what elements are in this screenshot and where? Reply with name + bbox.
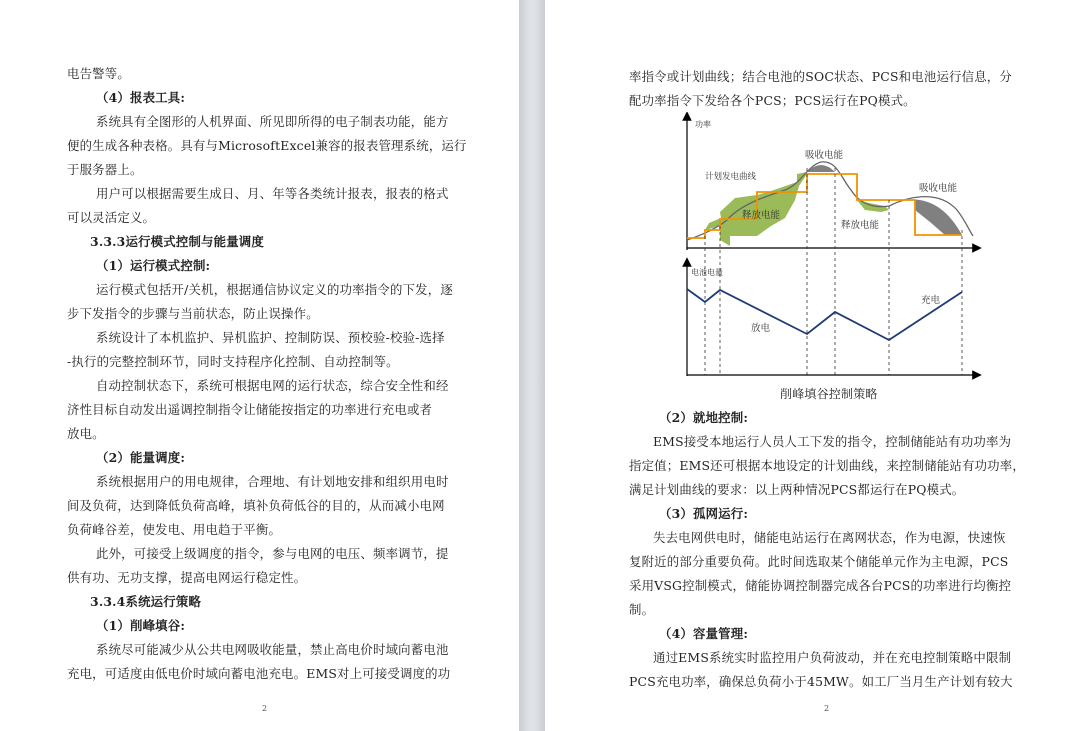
left-heading-mode-control: （1）运行模式控制: [96,258,211,273]
left-line-13: -执行的完整控制环节，同时支持程序化控制、自动控制等。 [67,354,399,369]
left-line-11: 步下发指令的步骤与当前状态，防止误操作。 [67,306,319,321]
left-line-25: 系统尽可能减少从公共电网吸收能量，禁止高电价时域向蓄电池 [96,642,449,657]
top-y-axis-label: 功率 [695,120,711,129]
right-page [545,0,1080,731]
left-line-16: 放电。 [67,426,105,441]
left-line-21: 此外，可接受上级调度的指令，参与电网的电压、频率调节，提 [96,546,449,561]
left-line-1: 电告警等。 [67,66,130,81]
left-heading-peak-shaving: （1）削峰填谷: [96,618,186,633]
right-line-1: 率指令或计划曲线；结合电池的SOC状态、PCS和电池运行信息，分 [629,69,1012,84]
right-heading-capacity: （4）容量管理: [659,626,749,641]
bottom-y-axis-label: 电池电量 [691,268,723,277]
right-page-number: 2 [824,704,830,713]
left-line-20: 负荷峰谷差，使发电、用电趋于平衡。 [67,522,282,537]
left-heading-report-tools: （4）报表工具: [96,90,186,105]
release-label-1: 释放电能 [742,210,781,221]
plan-curve-label: 计划发电曲线 [705,172,757,182]
left-line-4: 便的生成各种表格。具有与MicrosoftExcel兼容的报表管理系统，运行 [67,138,467,153]
charge-label: 充电 [921,295,941,306]
discharge-label: 放电 [751,323,771,334]
right-line-b2: EMS接受本地运行人员人工下发的指令，控制储能站有功功率为 [653,434,1012,449]
left-line-15: 济性目标自动发出遥调控制指令让储能按指定的功率进行充电或者 [67,402,433,417]
absorb-label-1: 吸收电能 [805,150,844,161]
left-line-22: 供有功、无功支撑，提高电网运行稳定性。 [67,570,307,585]
right-line-b8: 采用VSG控制模式，储能协调控制器完成各台PCS的功率进行均衡控 [629,578,1012,593]
right-line-b12: PCS充电功率，确保总负荷小于45MW。如工厂当月生产计划有较大 [629,674,1013,689]
absorb-label-2: 吸收电能 [919,183,958,194]
right-line-b11: 通过EMS系统实时监控用户负荷波动，并在充电控制策略中限制 [653,650,1012,665]
right-heading-local-control: （2）就地控制: [659,410,749,425]
left-line-18: 系统根据用户的用电规律，合理地、有计划地安排和组织用电时 [96,474,449,489]
figure-caption: 削峰填谷控制策略 [780,387,878,401]
left-line-19: 间及负荷，达到降低负荷高峰，填补负荷低谷的目的，从而减小电网 [67,498,445,513]
left-section-3-3-3: 3.3.3运行模式控制与能量调度 [90,234,264,249]
left-line-5: 于服务器上。 [67,162,143,177]
right-heading-island: （3）孤网运行: [659,506,749,521]
left-heading-energy-dispatch: （2）能量调度: [96,450,186,465]
right-line-2: 配功率指令下发给各个PCS；PCS运行在PQ模式。 [629,93,916,108]
left-page [0,0,519,731]
left-line-6: 用户可以根据需要生成日、月、年等各类统计报表，报表的格式 [96,186,449,201]
left-line-14: 自动控制状态下，系统可根据电网的运行状态，综合安全性和经 [96,378,449,393]
release-label-2: 释放电能 [841,220,880,231]
right-line-b7: 复附近的部分重要负荷。此时间选取某个储能单元作为主电源，PCS [629,554,1009,569]
left-page-number: 2 [262,704,268,713]
peak-shaving-diagram [675,112,995,384]
page-gutter [519,0,545,731]
right-line-b9: 制。 [629,602,655,617]
left-line-12: 系统设计了本机监护、异机监护、控制防误、预校验-校验-选择 [96,330,445,345]
left-line-26: 充电，可适度由低电价时域向蓄电池充电。EMS对上可接受调度的功 [67,666,451,681]
left-section-3-3-4: 3.3.4系统运行策略 [90,594,202,609]
left-line-7: 可以灵活定义。 [67,210,156,225]
right-line-b6: 失去电网供电时，储能电站运行在离网状态，作为电源，快速恢 [653,530,1006,545]
right-line-b4: 满足计划曲线的要求：以上两种情况PCS都运行在PQ模式。 [629,482,965,497]
right-line-b3: 指定值；EMS还可根据本地设定的计划曲线，来控制储能站有功功率， [629,458,1025,473]
left-line-10: 运行模式包括开/关机，根据通信协议定义的功率指令的下发，逐 [96,282,453,297]
left-line-3: 系统具有全图形的人机界面、所见即所得的电子制表功能，能方 [96,114,449,129]
absorb-region-2 [905,199,962,235]
